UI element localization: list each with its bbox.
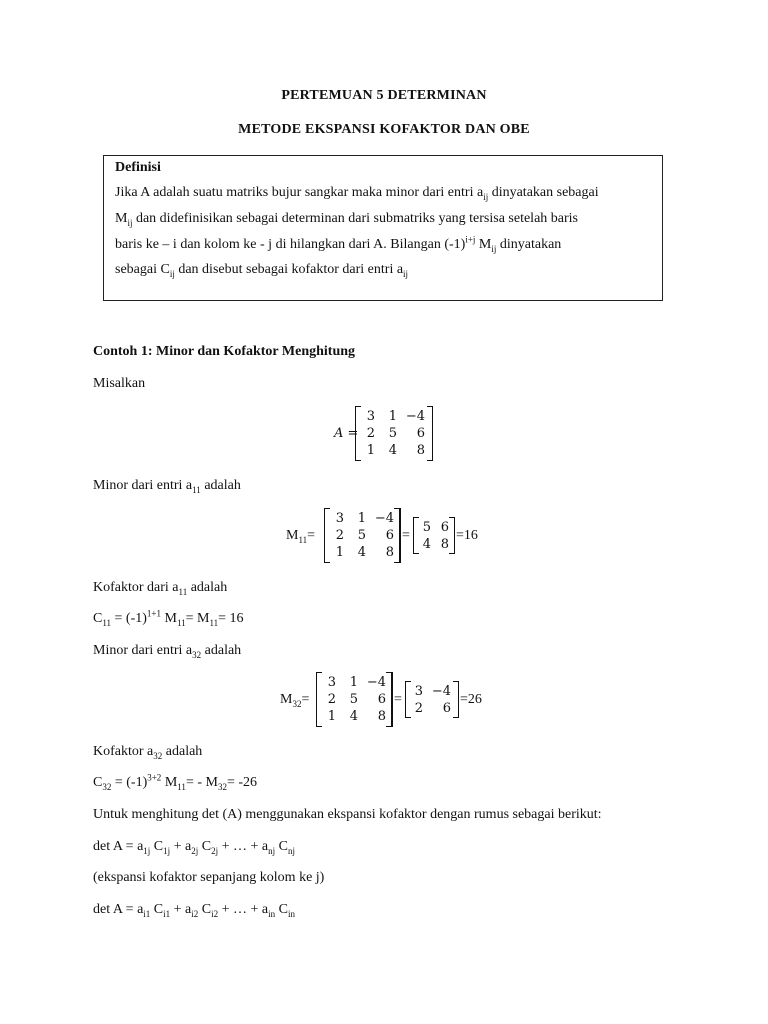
page-subtitle: METODE EKSPANSI KOFAKTOR DAN OBE bbox=[238, 122, 530, 137]
matrix-cell: 1 bbox=[388, 409, 397, 424]
matrix-cell: 3 bbox=[327, 675, 336, 690]
matrix-cell: 4 bbox=[422, 537, 431, 552]
matrix-cell: 1 bbox=[335, 545, 344, 560]
m32-label: $M_{32}=$ bbox=[280, 692, 310, 709]
matrix-cell: 6 bbox=[440, 520, 449, 535]
m32-equals: = bbox=[394, 692, 402, 707]
matrix-cell: −4 bbox=[431, 684, 451, 699]
matrix-cell: 5 bbox=[349, 692, 358, 707]
matrix-m11-reduced bbox=[413, 517, 455, 554]
m11-label: $M_{11}=$ bbox=[286, 528, 316, 545]
misalkan-text: Misalkan bbox=[93, 376, 146, 391]
matrix-cell: 5 bbox=[357, 528, 366, 543]
definition-heading: Definisi bbox=[115, 160, 161, 175]
m32-result: =26 bbox=[460, 692, 482, 707]
definition-line-1: Jika A adalah suatu matriks bujur sangkar maka minor dari entri $a_{ij}$ dinyatakan sebagai bbox=[115, 185, 599, 202]
matrix-cell: 6 bbox=[377, 692, 386, 707]
matrix-cell: 1 bbox=[357, 511, 366, 526]
matrix-cell: 3 bbox=[414, 684, 423, 699]
matrix-cell: 1 bbox=[349, 675, 358, 690]
ekspansi-kolom-text: (ekspansi kofaktor sepanjang kolom ke j) bbox=[93, 870, 325, 885]
example-heading: Contoh 1: Minor dan Kofaktor Menghitung bbox=[93, 344, 356, 359]
matrix-cell: 1 bbox=[366, 443, 375, 458]
matrix-cell: 4 bbox=[357, 545, 366, 560]
matrix-cell: 3 bbox=[366, 409, 375, 424]
minor-a32-text: Minor dari entri $a_{32}$ adalah bbox=[93, 643, 242, 660]
matrix-m32 bbox=[316, 672, 392, 727]
matrix-a-label: A = bbox=[334, 426, 359, 441]
minor-a11-text: Minor dari entri $a_{11}$ adalah bbox=[93, 478, 241, 495]
matrix-cell: 2 bbox=[366, 426, 375, 441]
c11-formula: $C_{11} = (-1)^{1+1}$ $M_{11}= M_{11}= 16$ bbox=[93, 608, 244, 628]
m11-result: =16 bbox=[456, 528, 478, 543]
matrix-cell: 2 bbox=[335, 528, 344, 543]
matrix-cell: 6 bbox=[442, 701, 451, 716]
kofaktor-a32-text: Kofaktor $a_{32}$ adalah bbox=[93, 744, 203, 761]
matrix-cell: 5 bbox=[422, 520, 431, 535]
matrix-cell: −4 bbox=[366, 675, 386, 690]
matrix-cell: 6 bbox=[385, 528, 394, 543]
matrix-cell: 8 bbox=[416, 443, 425, 458]
matrix-cell: 2 bbox=[327, 692, 336, 707]
matrix-m11 bbox=[324, 508, 400, 563]
definition-line-4: sebagai $C_{ij}$ dan disebut sebagai kofaktor dari entri $a_{ij}$ bbox=[115, 262, 409, 279]
matrix-cell: 1 bbox=[327, 709, 336, 724]
matrix-cell: 2 bbox=[414, 701, 423, 716]
matrix-cell: 4 bbox=[388, 443, 397, 458]
m11-equals: = bbox=[402, 528, 410, 543]
page-title: PERTEMUAN 5 DETERMINAN bbox=[281, 88, 487, 103]
kofaktor-a11-text: Kofaktor dari $a_{11}$ adalah bbox=[93, 580, 228, 597]
matrix-cell: 8 bbox=[377, 709, 386, 724]
matrix-m32-reduced bbox=[405, 681, 459, 718]
definition-line-3: baris ke – i dan kolom ke - j di hilangkan dari A. Bilangan $(-1)^{i+j}$ $M_{ij}$ dinyatakan bbox=[115, 234, 562, 254]
matrix-cell: 8 bbox=[440, 537, 449, 552]
definition-line-2: $M_{ij}$ dan didefinisikan sebagai determinan dari submatriks yang tersisa setelah baris bbox=[115, 211, 579, 228]
matrix-cell: 5 bbox=[388, 426, 397, 441]
matrix-cell: 6 bbox=[416, 426, 425, 441]
c32-formula: $C_{32} = (-1)^{3+2}$ $M_{11}= - M_{32}= -26$ bbox=[93, 772, 258, 792]
matrix-cell: −4 bbox=[374, 511, 394, 526]
det-formula-column: $\det A = a_{1j}$ $C_{1j} + a_{2j}$ $C_{2j}$ + … + $a_{nj}$ $C_{nj}$ bbox=[93, 839, 296, 856]
det-formula-row: $\det A = a_{i1}$ $C_{i1} + a_{i2}$ $C_{i2}$ + … + $a_{in}$ $C_{in}$ bbox=[93, 902, 296, 919]
untuk-text: Untuk menghitung det (A) menggunakan ekspansi kofaktor dengan rumus sebagai berikut: bbox=[93, 807, 602, 822]
matrix-cell: 8 bbox=[385, 545, 394, 560]
matrix-cell: −4 bbox=[405, 409, 425, 424]
matrix-cell: 3 bbox=[335, 511, 344, 526]
matrix-cell: 4 bbox=[349, 709, 358, 724]
definition-box bbox=[103, 155, 663, 301]
matrix-a bbox=[355, 406, 433, 461]
